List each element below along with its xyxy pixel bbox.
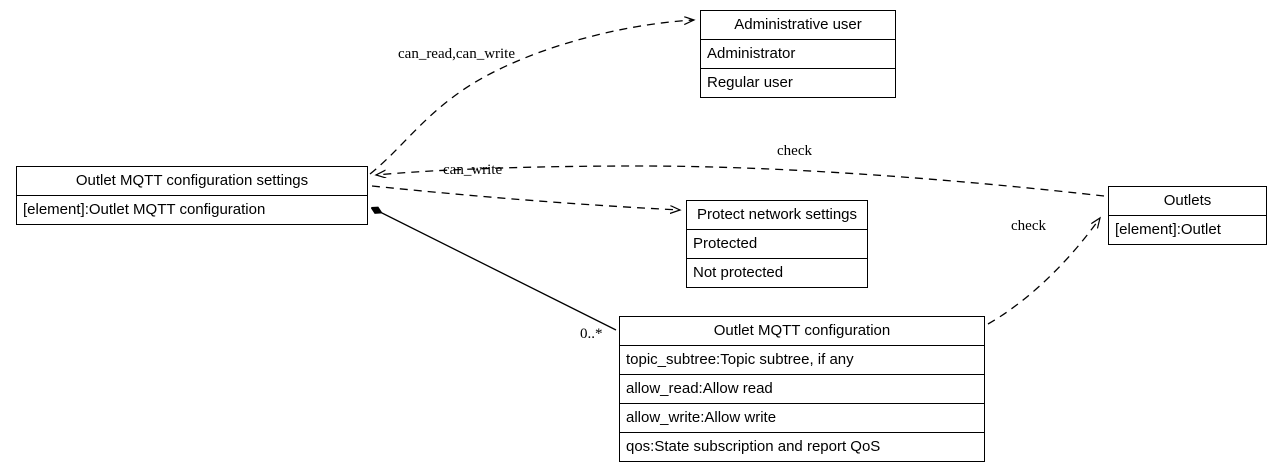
- class-attribute: qos:State subscription and report QoS: [626, 438, 881, 455]
- class-box-administrative-user: [700, 10, 896, 98]
- class-title: Outlet MQTT configuration settings: [17, 167, 367, 196]
- class-title: Administrative user: [701, 11, 895, 40]
- class-box-protect-network-settings: [686, 200, 868, 288]
- class-attribute: [element]:Outlet: [1115, 221, 1221, 238]
- class-attribute: Administrator: [701, 40, 895, 69]
- edge-can-read-can-write: [370, 20, 694, 174]
- class-box-outlets: [1108, 186, 1267, 245]
- class-title: Outlets: [1109, 187, 1266, 216]
- edge-label-can-write: can_write: [443, 162, 503, 178]
- edge-label-can-read-can-write: can_read,can_write: [398, 46, 516, 62]
- class-title: Protect network settings: [687, 201, 867, 230]
- class-title: Outlet MQTT configuration: [620, 317, 984, 346]
- class-attribute: Not protected: [693, 264, 784, 281]
- class-attribute: allow_read:Allow read: [620, 375, 984, 404]
- edge-label-check-top: check: [777, 143, 812, 159]
- edge-composition: [372, 208, 616, 330]
- class-attribute: [element]:Outlet MQTT configuration: [23, 201, 266, 218]
- class-box-outlet-mqtt-configuration: [619, 316, 985, 462]
- edge-label-check-bottom: check: [1011, 218, 1046, 234]
- edge-can-write: [372, 186, 680, 210]
- edge-label-multiplicity: 0..*: [580, 326, 603, 342]
- class-attribute: Regular user: [707, 74, 793, 91]
- class-box-outlet-mqtt-configuration-settings: [16, 166, 368, 225]
- class-attribute: topic_subtree:Topic subtree, if any: [620, 346, 984, 375]
- class-attribute: allow_write:Allow write: [620, 404, 984, 433]
- class-attribute: Protected: [687, 230, 867, 259]
